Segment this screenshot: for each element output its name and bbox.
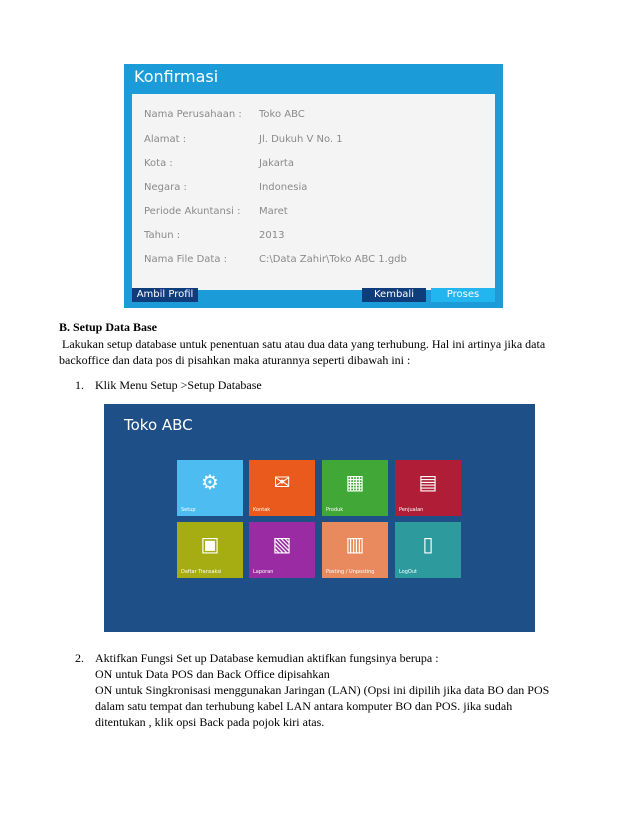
value-address: Jl. Dukuh V No. 1 [259,134,343,145]
ambil-profil-button[interactable]: Ambil Profil [132,288,198,302]
confirm-dialog-screenshot [124,64,503,308]
label-period: Periode Akuntansi : [144,206,241,217]
tile-label: Setup [181,507,196,513]
toko-abc-screenshot [104,404,535,632]
step1-number: 1. [75,378,84,392]
step2-line-1: Aktifkan Fungsi Set up Database kemudian aktifkan fungsinya berupa : [95,651,439,665]
dialog-title: Konfirmasi [134,67,219,86]
value-year: 2013 [259,230,285,241]
report-icon: ▧ [272,532,292,556]
tile-label: Laporan [253,569,274,575]
value-company: Toko ABC [259,109,305,120]
tile-kontak[interactable] [249,460,315,516]
tile-label: Penjualan [399,507,424,513]
tile-laporan[interactable] [249,522,315,578]
section-heading: B. Setup Data Base [59,320,158,334]
label-company: Nama Perusahaan : [144,109,242,120]
tile-produk[interactable] [322,460,388,516]
tile-label: Kontak [253,507,271,513]
value-file: C:\Data Zahir\Toko ABC 1.gdb [259,254,407,265]
sales-icon: ▤ [418,470,438,494]
logout-icon: ▯ [422,532,434,556]
gear-icon: ⚙ [201,470,219,494]
paragraph-line-2: backoffice dan data pos di pisahkan maka aturannya seperti dibawah ini : [59,353,411,367]
kembali-button[interactable]: Kembali [362,288,426,302]
value-city: Jakarta [259,158,294,169]
proses-button[interactable]: Proses [431,288,495,302]
tile-setup[interactable] [177,460,243,516]
tile-label: Daftar Transaksi [181,569,222,575]
dialog-panel [132,94,495,290]
tile-penjualan[interactable] [395,460,461,516]
label-file: Nama File Data : [144,254,227,265]
paragraph-line-1: Lakukan setup database untuk penentuan satu atau dua data yang terhubung. Hal ini artinya jika data [59,337,546,351]
tile-label: Produk [326,507,344,513]
boxes-icon: ▦ [345,470,365,494]
step2-line-4: dalam satu tempat dan terhubung kabel LAN antara komputer BO dan POS. jika sudah [95,699,513,713]
step1-text: Klik Menu Setup >Setup Database [95,378,262,392]
tile-daftar-transaksi[interactable] [177,522,243,578]
tile-logout[interactable] [395,522,461,578]
app-title: Toko ABC [124,416,193,434]
step2-number: 2. [75,651,84,665]
step2-line-5: ditentukan , klik opsi Back pada pojok kiri atas. [95,715,325,729]
value-country: Indonesia [259,182,308,193]
tile-label: Posting / Unposting [326,569,375,575]
step2-line-2: ON untuk Data POS dan Back Office dipisahkan [95,667,330,681]
label-city: Kota : [144,158,173,169]
label-address: Alamat : [144,134,187,145]
tile-posting[interactable] [322,522,388,578]
tile-label: LogOut [399,569,417,575]
label-year: Tahun : [144,230,181,241]
transaction-icon: ▣ [200,532,220,556]
posting-icon: ▥ [345,532,365,556]
contacts-icon: ✉ [273,470,291,494]
step2-line-3: ON untuk Singkronisasi menggunakan Jaringan (LAN) (Opsi ini dipilih jika data BO dan POS [95,683,550,697]
label-country: Negara : [144,182,187,193]
value-period: Maret [259,206,288,217]
